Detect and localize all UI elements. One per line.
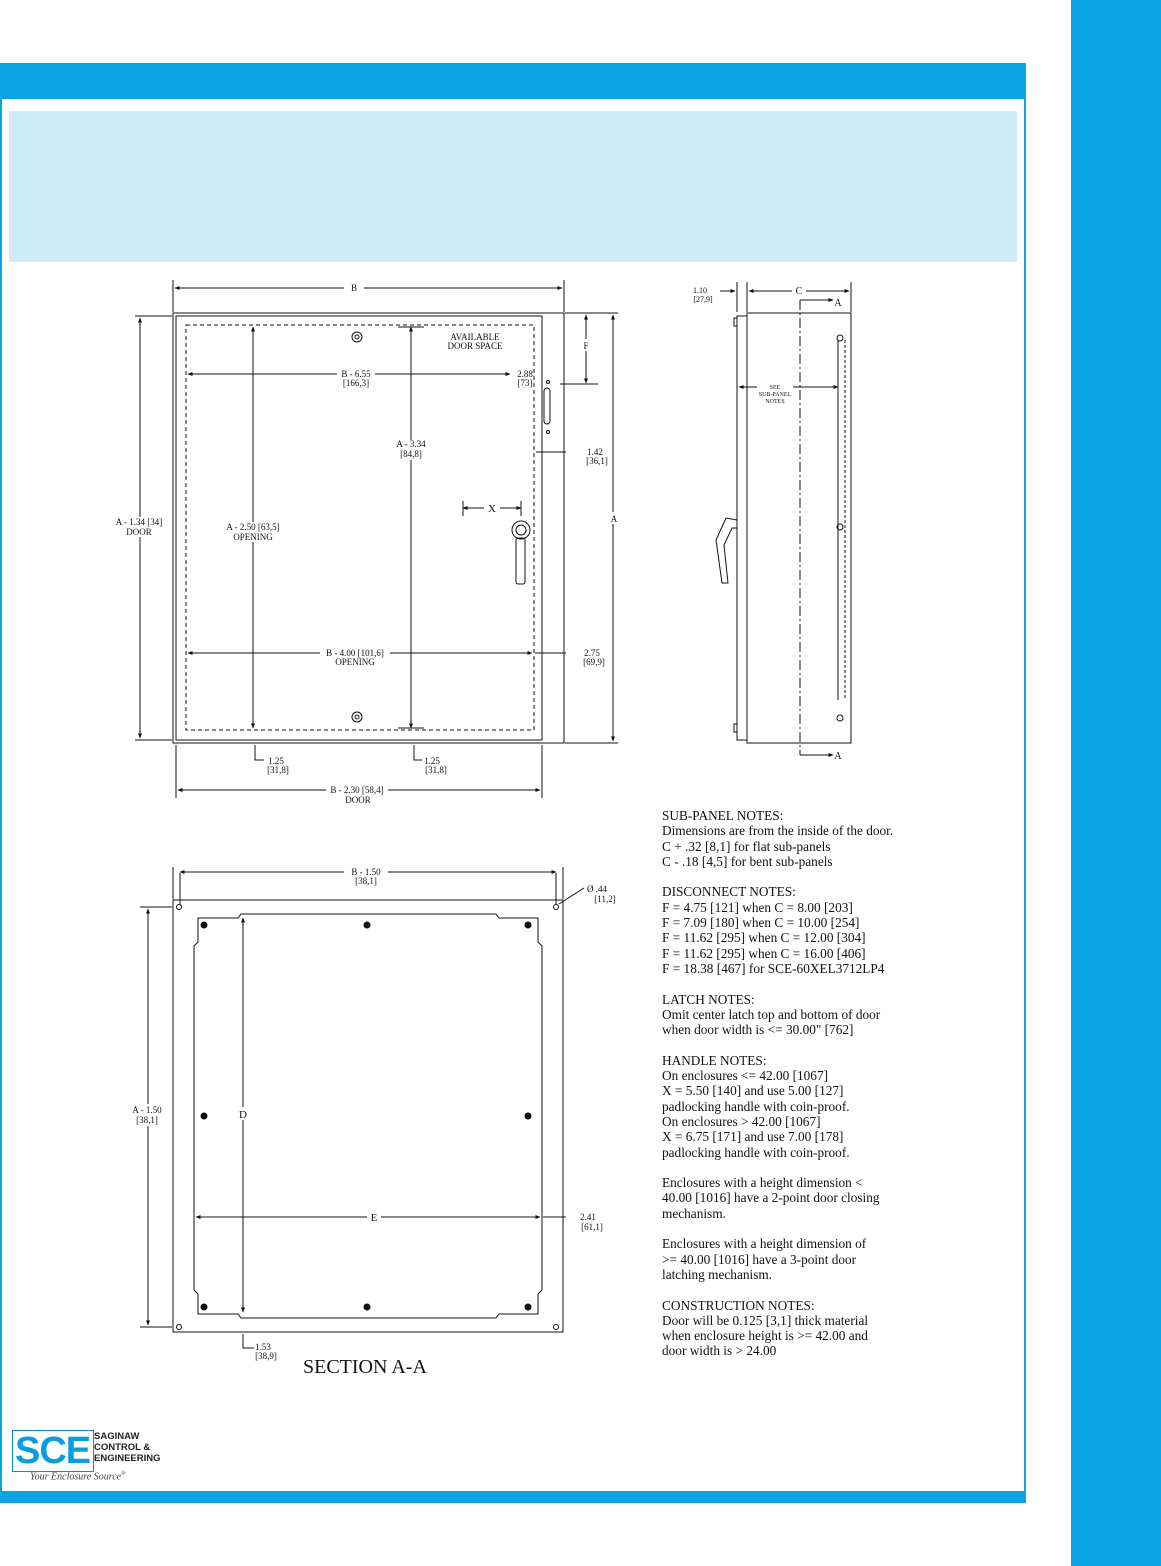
side-view-labels	[693, 285, 842, 762]
dim-c: C	[795, 286, 803, 297]
dim-a134-door: DOOR	[126, 527, 152, 537]
note-line: On enclosures > 42.00 [1067]	[662, 1113, 821, 1129]
dim-125-right-mm: [31,8]	[425, 765, 447, 775]
logo-line: ENGINEERING	[94, 1453, 161, 1464]
note-line: F = 18.38 [467] for SCE-60XEL3712LP4	[662, 960, 885, 976]
two-point-note	[662, 1175, 1042, 1221]
note-line: when enclosure height is >= 42.00 and	[662, 1328, 868, 1344]
dim-153-mm: [38,9]	[255, 1351, 277, 1361]
logo-company-name	[94, 1431, 161, 1464]
note-line: X = 5.50 [140] and use 5.00 [127]	[662, 1083, 844, 1099]
note-line: latching mechanism.	[662, 1266, 773, 1282]
logo-mark	[12, 1430, 94, 1472]
dim-f: F	[583, 341, 589, 351]
note-heading: DISCONNECT NOTES:	[662, 884, 796, 900]
construction-notes	[662, 1298, 1042, 1359]
front-view	[135, 280, 618, 798]
available-label-2: DOOR SPACE	[447, 341, 503, 351]
note-line: mechanism.	[662, 1205, 726, 1221]
logo-letters: SCE	[15, 1430, 91, 1472]
note-line: On enclosures <= 42.00 [1067]	[662, 1068, 829, 1084]
section-marker-bottom: A	[834, 751, 842, 762]
dim-b655-mm: [166,3]	[342, 378, 370, 388]
dim-b230: B - 2.30 [58,4]	[330, 785, 384, 795]
section-view-labels	[128, 866, 616, 1361]
see-label-1: SEE	[769, 385, 781, 391]
note-heading: CONSTRUCTION NOTES:	[662, 1297, 815, 1313]
dim-a: A	[610, 514, 618, 524]
dim-a334-mm: [84,8]	[400, 449, 422, 459]
see-label-3: NOTES	[765, 399, 785, 405]
dim-125-left-mm: [31,8]	[267, 765, 289, 775]
side-door-flange	[737, 316, 747, 740]
dim-153: 1.53	[255, 1342, 271, 1352]
dim-a250: A - 2.50 [63,5]	[226, 522, 280, 532]
note-line: F = 11.62 [295] when C = 12.00 [304]	[662, 930, 866, 946]
logo-line: CONTROL &	[94, 1442, 151, 1453]
note-line: Enclosures with a height dimension <	[662, 1175, 863, 1191]
logo-tagline-text: Your Enclosure Source	[30, 1471, 122, 1483]
dim-288-mm: [73]	[517, 378, 533, 388]
note-line: padlocking handle with coin-proof.	[662, 1144, 850, 1160]
dim-b655: B - 6.55	[341, 369, 371, 379]
note-heading: HANDLE NOTES:	[662, 1052, 767, 1068]
note-line: Door will be 0.125 [3,1] thick material	[662, 1312, 869, 1328]
dim-110-mm: [27,9]	[693, 295, 713, 304]
side-body	[747, 313, 851, 743]
dim-275: 2.75	[584, 648, 600, 658]
dim-phi-mm: [11,2]	[594, 894, 616, 904]
dim-b400-opening: OPENING	[335, 657, 375, 667]
dim-b230-door: DOOR	[345, 795, 371, 805]
section-holes	[201, 922, 532, 1311]
side-view	[716, 282, 851, 755]
section-marker-top: A	[834, 298, 842, 309]
dim-b150: B - 1.50	[351, 867, 381, 877]
notes-column	[662, 808, 1042, 1374]
section-view	[140, 867, 584, 1348]
front-view-labels	[112, 281, 619, 805]
dim-125-right: 1.25	[424, 756, 440, 766]
dim-a134: A - 1.34 [34]	[115, 517, 163, 527]
dim-d: D	[239, 1109, 247, 1121]
note-line: >= 40.00 [1016] have a 3-point door	[662, 1251, 857, 1267]
note-heading: SUB-PANEL NOTES:	[662, 808, 784, 823]
dim-110: 1.10	[693, 286, 707, 295]
note-line: when door width is <= 30.00" [762]	[662, 1022, 854, 1038]
dim-b150-mm: [38,1]	[355, 876, 377, 886]
dim-241-mm: [61,1]	[581, 1222, 603, 1232]
see-label-2: SUB-PANEL	[758, 392, 792, 398]
dim-125-left: 1.25	[268, 756, 284, 766]
dim-phi: Ø .44	[587, 884, 607, 894]
sce-logo	[12, 1430, 162, 1486]
side-handle	[716, 518, 737, 583]
note-line: Enclosures with a height dimension of	[662, 1236, 867, 1252]
dim-x: X	[488, 503, 496, 515]
logo-tagline	[30, 1471, 126, 1482]
section-outer	[173, 900, 563, 1332]
dim-a334: A - 3.34	[396, 439, 426, 449]
registered-mark: ®	[121, 1471, 126, 1477]
three-point-note	[662, 1236, 1042, 1282]
dim-a150-mm: [38,1]	[136, 1115, 158, 1125]
dim-e: E	[370, 1212, 378, 1224]
note-line: padlocking handle with coin-proof.	[662, 1098, 850, 1114]
dim-b400: B - 4.00 [101,6]	[326, 648, 384, 658]
logo-line: SAGINAW	[94, 1431, 140, 1442]
note-line: Omit center latch top and bottom of door	[662, 1006, 881, 1022]
disconnect-notes	[662, 884, 1042, 976]
dim-275-mm: [69,9]	[583, 657, 605, 667]
dim-142-mm: [36,1]	[586, 456, 608, 466]
section-title: SECTION A-A	[303, 1356, 427, 1378]
available-label-1: AVAILABLE	[450, 332, 500, 342]
dim-a250-opening: OPENING	[233, 532, 273, 542]
note-line: F = 4.75 [121] when C = 8.00 [203]	[662, 899, 853, 915]
note-line: Dimensions are from the inside of the door.	[662, 823, 894, 839]
note-line: X = 6.75 [171] and use 7.00 [178]	[662, 1129, 844, 1145]
note-line: C + .32 [8,1] for flat sub-panels	[662, 838, 831, 854]
note-line: C - .18 [4,5] for bent sub-panels	[662, 853, 833, 869]
dim-288: 2.88	[517, 369, 533, 379]
dim-142: 1.42	[587, 447, 603, 457]
dim-b: B	[350, 283, 358, 293]
dim-241: 2.41	[580, 1212, 596, 1222]
sub-panel-notes	[662, 808, 1042, 869]
handle-notes	[662, 1053, 1042, 1160]
note-line: F = 11.62 [295] when C = 16.00 [406]	[662, 945, 866, 961]
latch-notes	[662, 992, 1042, 1038]
dim-a150: A - 1.50	[132, 1105, 162, 1115]
note-line: F = 7.09 [180] when C = 10.00 [254]	[662, 915, 860, 931]
note-line: 40.00 [1016] have a 2-point door closing	[662, 1190, 880, 1206]
note-line: door width is > 24.00	[662, 1343, 777, 1359]
note-heading: LATCH NOTES:	[662, 991, 755, 1007]
